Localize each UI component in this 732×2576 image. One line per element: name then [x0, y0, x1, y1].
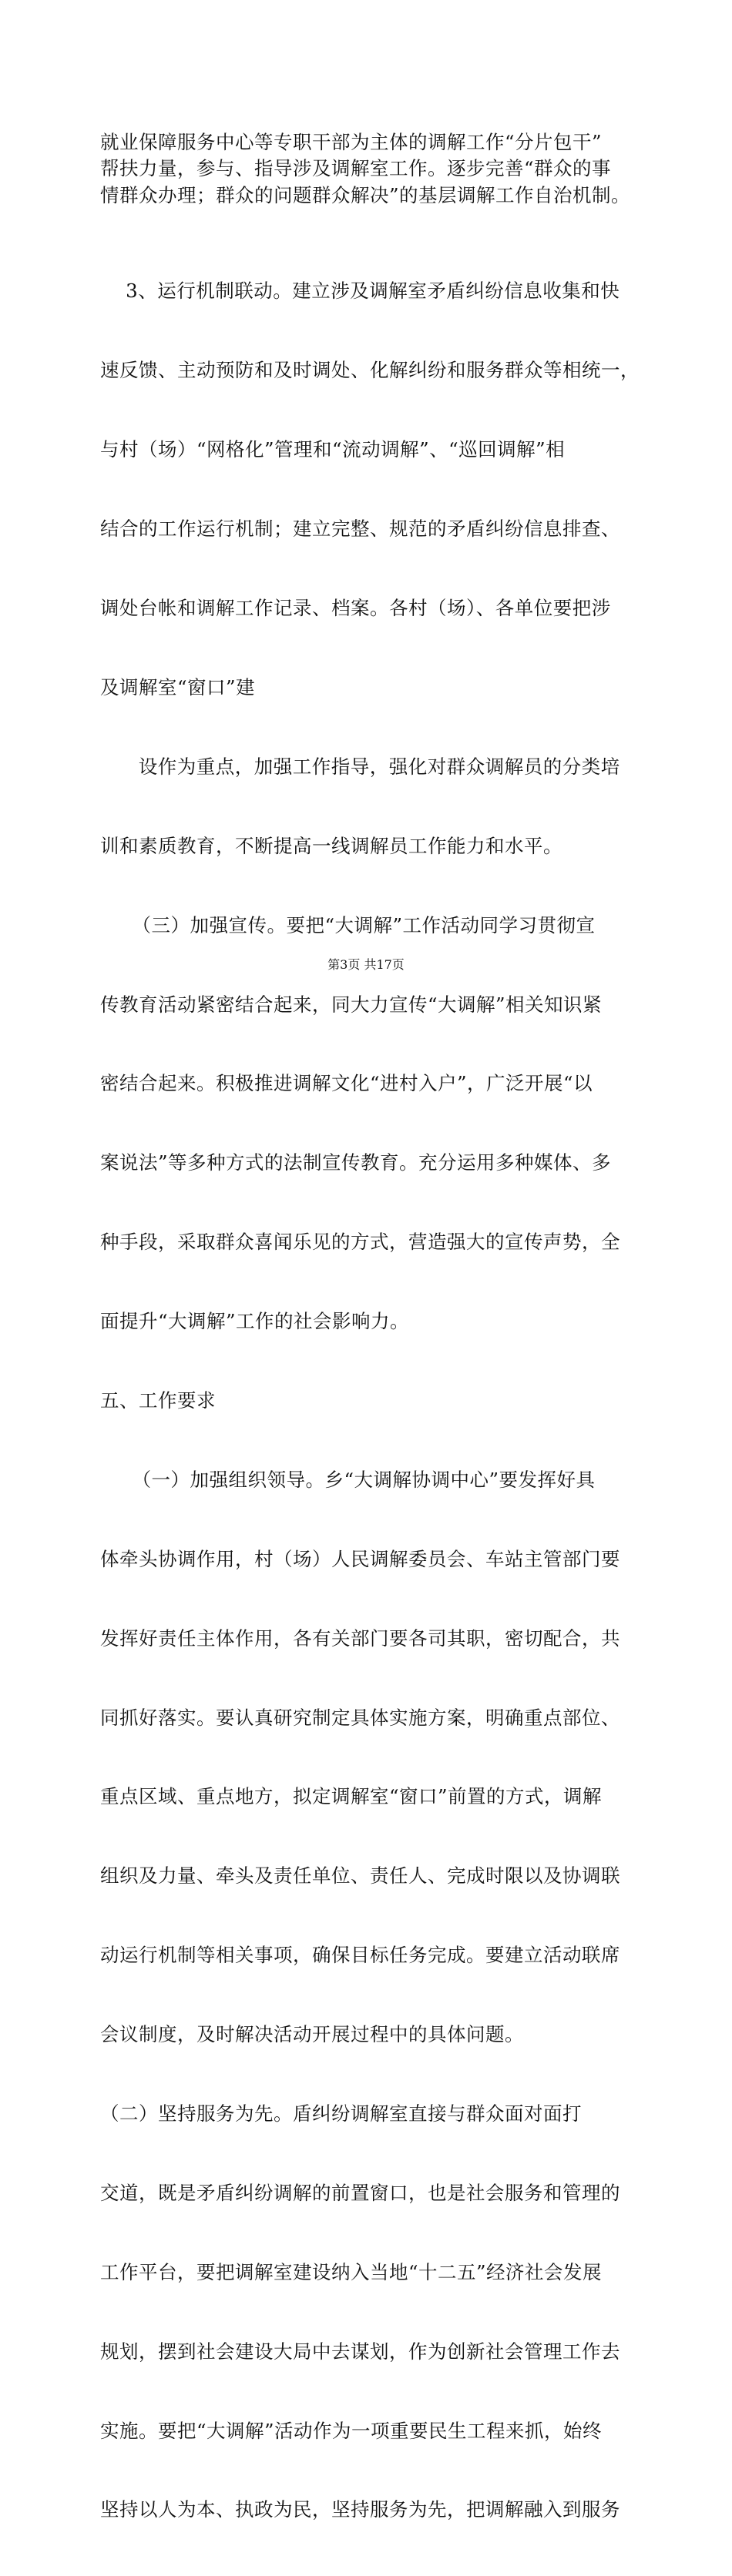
text-line: 坚持以人为本、执政为民，坚持服务为先，把调解融入到服务: [100, 2498, 620, 2521]
text-line: 同抓好落实。要认真研究制定具体实施方案，明确重点部位、: [100, 1706, 620, 1729]
text-line: 帮扶力量，参与、指导涉及调解室工作。逐步完善“群众的事: [100, 157, 612, 180]
text-line: 训和素质教育，不断提高一线调解员工作能力和水平。: [100, 834, 562, 857]
text-line: 情群众办理；群众的问题群众解决”的基层调解工作自治机制。: [100, 183, 631, 206]
text-line: 发挥好责任主体作用，各有关部门要各司其职，密切配合，共: [100, 1626, 620, 1650]
text-line: 体牵头协调作用，村（场）人民调解委员会、车站主管部门要: [100, 1547, 620, 1570]
text-line: 组织及力量、牵头及责任单位、责任人、完成时限以及协调联: [100, 1864, 620, 1888]
text-line: 密结合起来。积极推进调解文化“进村入户”，广泛开展“以: [100, 1072, 593, 1095]
text-line: 传教育活动紧密结合起来，同大力宣传“大调解”相关知识紧: [100, 993, 603, 1016]
text-line: 及调解室“窗口”建: [100, 675, 256, 698]
text-line: 面提升“大调解”工作的社会影响力。: [100, 1310, 410, 1333]
text-line: 动运行机制等相关事项，确保目标任务完成。要建立活动联席: [100, 1944, 620, 1967]
paragraph-block-1: [100, 129, 640, 209]
page-number: 第3页 共17页: [327, 957, 405, 972]
text-line: （三）加强宣传。要把“大调解”工作活动同学习贯彻宣: [100, 913, 596, 936]
document-body: [100, 129, 640, 2576]
text-line: 速反馈、主动预防和及时调处、化解纠纷和服务群众等相统一，: [100, 359, 640, 382]
text-line: 案说法”等多种方式的法制宣传教育。充分运用多种媒体、多: [100, 1151, 612, 1174]
text-line: 与村（场）“网格化”管理和“流动调解”、“巡回调解”相: [100, 438, 566, 461]
section-heading: （一）加强组织领导。乡“大调解协调中心”要发挥好具: [100, 1468, 596, 1491]
text-line: 就业保障服务中心等专职干部为主体的调解工作“分片包干”: [100, 131, 603, 153]
text-line: 3、运行机制联动。建立涉及调解室矛盾纠纷信息收集和快: [100, 280, 620, 303]
text-line: 调处台帐和调解工作记录、档案。各村（场）、各单位要把涉: [100, 597, 611, 620]
text-line: 交道，既是矛盾纠纷调解的前置窗口，也是社会服务和管理的: [100, 2181, 620, 2204]
text-line: 工作平台，要把调解室建设纳入当地“十二五”经济社会发展: [100, 2260, 603, 2283]
text-line: 设作为重点，加强工作指导，强化对群众调解员的分类培: [100, 755, 620, 778]
text-line: 实施。要把“大调解”活动作为一项重要民生工程来抓，始终: [100, 2419, 603, 2442]
page-footer: [0, 957, 732, 973]
paragraph-block-2: [100, 226, 640, 2576]
text-line: 种手段，采取群众喜闻乐见的方式，营造强大的宣传声势，全: [100, 1231, 620, 1254]
paragraph-gap: [100, 209, 640, 226]
text-line: 五、工作要求: [100, 1388, 216, 1412]
text-line: 结合的工作运行机制；建立完整、规范的矛盾纠纷信息排查、: [100, 518, 620, 541]
text-line: （二）坚持服务为先。盾纠纷调解室直接与群众面对面打: [100, 2102, 582, 2125]
text-line: 规划，摆到社会建设大局中去谋划，作为创新社会管理工作去: [100, 2340, 620, 2363]
text-line: 重点区域、重点地方，拟定调解室“窗口”前置的方式，调解: [100, 1785, 603, 1808]
text-line: 会议制度，及时解决活动开展过程中的具体问题。: [100, 2023, 524, 2046]
